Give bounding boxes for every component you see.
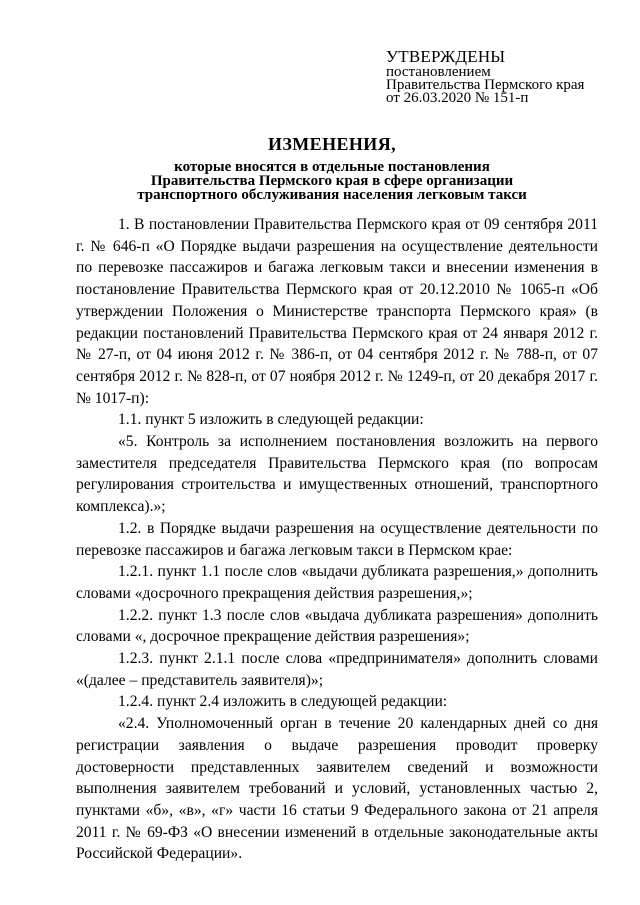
- document-subtitle-line: транспортного обслуживания населения легковым такси: [137, 187, 527, 203]
- document-subtitle-line: Правительства Пермского края в сфере организации: [150, 173, 514, 189]
- document-heading: [100, 134, 564, 202]
- paragraph: «5. Контроль за исполнением постановления возложить на первого заместителя председателя Правительства Пермского края (по вопросам регулирования строительства и имущественных отношений, транспортного комплекса).»;: [76, 433, 598, 516]
- paragraph: 1.2. в Порядке выдачи разрешения на осуществление деятельности по перевозке пассажиров и багажа легковым такси в Пермском крае:: [76, 519, 598, 559]
- approval-line: Правительства Пермского края: [386, 77, 585, 93]
- paragraph: 1.2.2. пункт 1.3 после слов «выдача дубликата разрешения» дополнить словами «, досрочное прекращение действия разрешения»;: [76, 606, 598, 646]
- paragraph: 1. В постановлении Правительства Пермского края от 09 сентября 2011 г. № 646-п «О Порядке выдачи разрешения на осуществление деятельности по перевозке пассажиров и багажа легковым такси и внесении изменения в постановление Правительства Пермского края от 20.12.2010 № 1065-п «Об утверждении Положения о Министерстве транспорта Пермского края» (в редакции постановлений Правительства Пермского края от 24 января 2012 г. № 27-п, от 04 июня 2012 г. № 386-п, от 04 сентября 2012 г. № 788-п, от 07 сентября 2012 г. № 828-п, от 07 ноября 2012 г. № 1249-п, от 20 декабря 2017 г. № 1017-п):: [76, 216, 598, 407]
- document-body: [76, 214, 598, 865]
- paragraph: «2.4. Уполномоченный орган в течение 20 календарных дней со дня регистрации заявления о выдаче разрешения проводит проверку достоверности представленных заявителем сведений и возможности выполнения заявителем требований и условий, установленных частью 2, пунктами «б», «в», «г» части 16 статьи 9 Федерального закона от 21 апреля 2011 г. № 69-ФЗ «О внесении изменений в отдельные законодательные акты Российской Федерации».: [76, 715, 598, 863]
- paragraph: 1.2.1. пункт 1.1 после слов «выдачи дубликата разрешения,» дополнить словами «досрочного прекращения действия разрешения,»;: [76, 563, 598, 602]
- approval-line: постановлением: [386, 64, 491, 80]
- approval-stamp: [386, 48, 626, 105]
- approval-line: от 26.03.2020 № 151-п: [386, 90, 529, 106]
- document-title: ИЗМЕНЕНИЯ,: [267, 134, 396, 154]
- paragraph: 1.2.3. пункт 2.1.1 после слова «предпринимателя» дополнить словами «(далее – представитель заявителя)»;: [76, 650, 598, 689]
- paragraph: 1.1. пункт 5 изложить в следующей редакции:: [118, 411, 424, 429]
- paragraph: 1.2.4. пункт 2.4 изложить в следующей редакции:: [118, 693, 448, 711]
- approval-title: УТВЕРЖДЕНЫ: [386, 47, 506, 66]
- document-subtitle-line: которые вносятся в отдельные постановления: [174, 159, 490, 175]
